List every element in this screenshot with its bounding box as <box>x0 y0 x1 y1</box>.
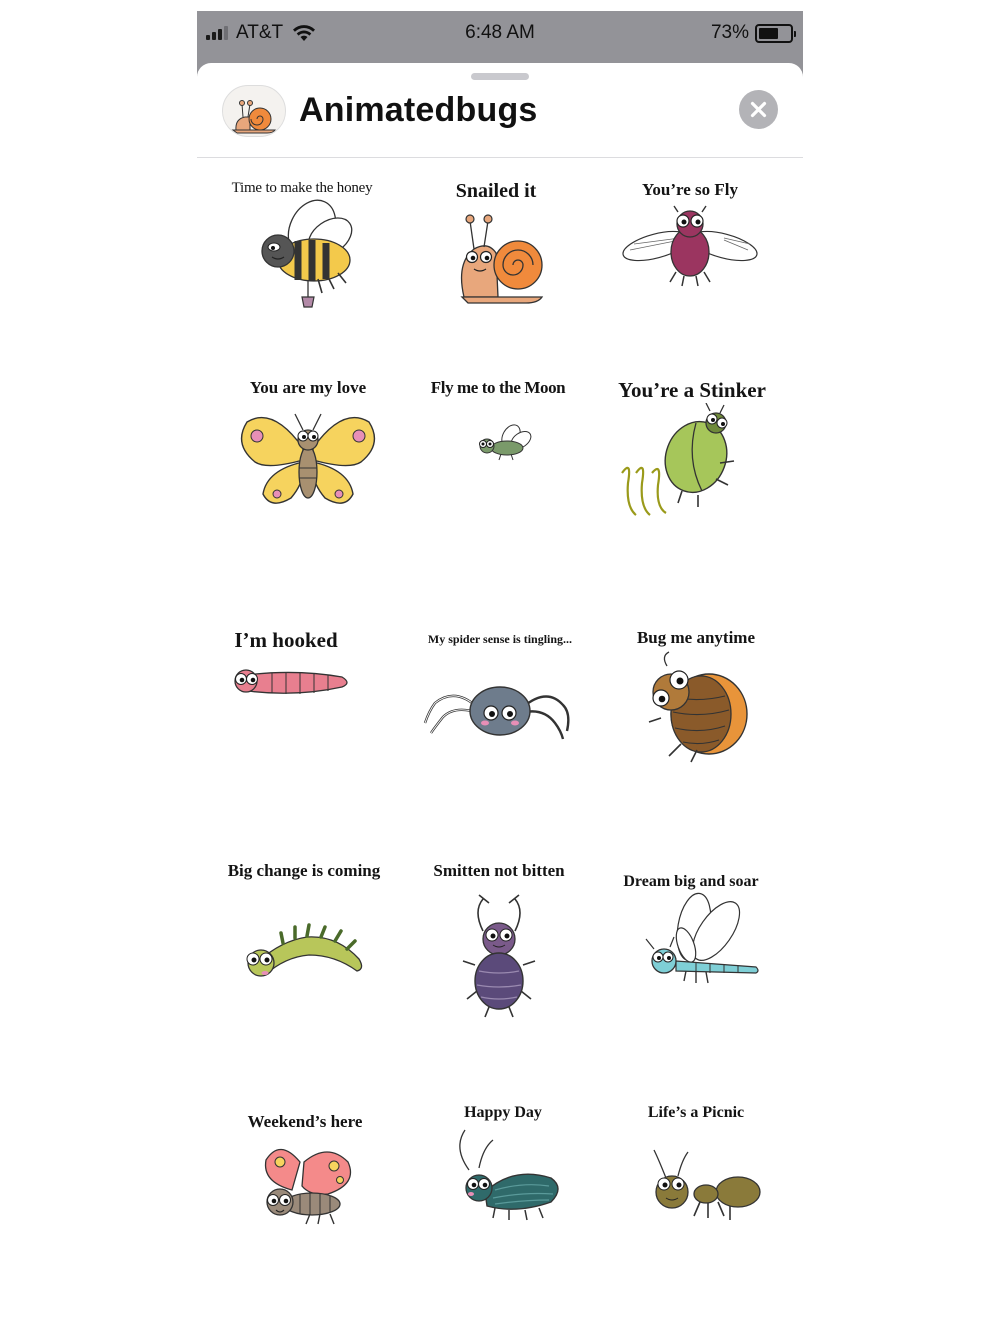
sticker-fly[interactable] <box>595 180 785 312</box>
sticker-caption: You’re a Stinker <box>618 378 766 402</box>
sticker-caption: Snailed it <box>455 180 537 202</box>
sticker-butterfly[interactable] <box>213 378 403 518</box>
sticker-caption: I’m hooked <box>234 628 338 652</box>
stag-beetle-icon <box>439 881 559 1021</box>
app-title: Animatedbugs <box>299 91 538 129</box>
sticker-grid <box>197 63 803 1334</box>
sticker-caption: Life’s a Picnic <box>647 1104 745 1121</box>
caterpillar-icon <box>229 881 379 991</box>
spider-icon <box>415 647 585 757</box>
dragonfly-icon <box>616 891 766 1001</box>
moth-icon <box>240 1132 370 1244</box>
sticker-caption: Bug me anytime <box>636 628 756 647</box>
battery-percent: 73% <box>710 22 749 43</box>
fly-icon <box>620 200 760 312</box>
sticker-caption: Weekend’s here <box>247 1112 363 1131</box>
butterfly-icon <box>233 398 383 518</box>
stink-bug-icon <box>612 403 772 523</box>
sticker-small-fly[interactable] <box>403 378 593 518</box>
sticker-sheet <box>197 63 803 1334</box>
sticker-stink-bug[interactable] <box>597 378 787 523</box>
sticker-caption: Time to make the honey <box>231 180 373 196</box>
sticker-dragonfly[interactable] <box>596 861 786 1001</box>
status-time: 6:48 AM <box>465 22 535 43</box>
battery-fill <box>759 28 778 39</box>
ant-icon <box>626 1122 766 1234</box>
green-beetle-icon <box>433 1122 573 1234</box>
bee-icon <box>232 197 372 309</box>
snail-icon <box>426 203 566 315</box>
sticker-beetle[interactable] <box>601 628 791 768</box>
sticker-caption: Dream big and soar <box>623 873 759 890</box>
sticker-spider[interactable] <box>405 628 595 757</box>
worm-icon <box>216 653 356 723</box>
beetle-icon <box>621 648 771 768</box>
sticker-stag-beetle[interactable] <box>404 861 594 1021</box>
sticker-moth[interactable] <box>210 1108 400 1244</box>
small-fly-icon <box>423 398 573 518</box>
battery-icon <box>755 24 793 43</box>
sticker-caption: My spider sense is tingling... <box>427 632 573 646</box>
sticker-caption: You’re so Fly <box>641 180 738 199</box>
sticker-bee[interactable] <box>207 180 397 309</box>
sticker-caption: Happy Day <box>464 1104 542 1121</box>
sticker-green-beetle[interactable] <box>408 1104 598 1234</box>
battery-cap <box>794 31 796 37</box>
sticker-caption: Fly me to the Moon <box>430 378 566 397</box>
sticker-ant[interactable] <box>601 1104 791 1234</box>
carrier-name: AT&T <box>236 22 284 43</box>
sticker-caption: Big change is coming <box>227 861 381 880</box>
sticker-caterpillar[interactable] <box>209 861 399 991</box>
status-right <box>711 17 793 49</box>
sticker-snail[interactable] <box>401 180 591 315</box>
sticker-caption: Smitten not bitten <box>433 861 565 880</box>
sticker-worm[interactable] <box>191 628 381 723</box>
phone-screen <box>197 11 803 1334</box>
sticker-caption: You are my love <box>249 378 367 397</box>
